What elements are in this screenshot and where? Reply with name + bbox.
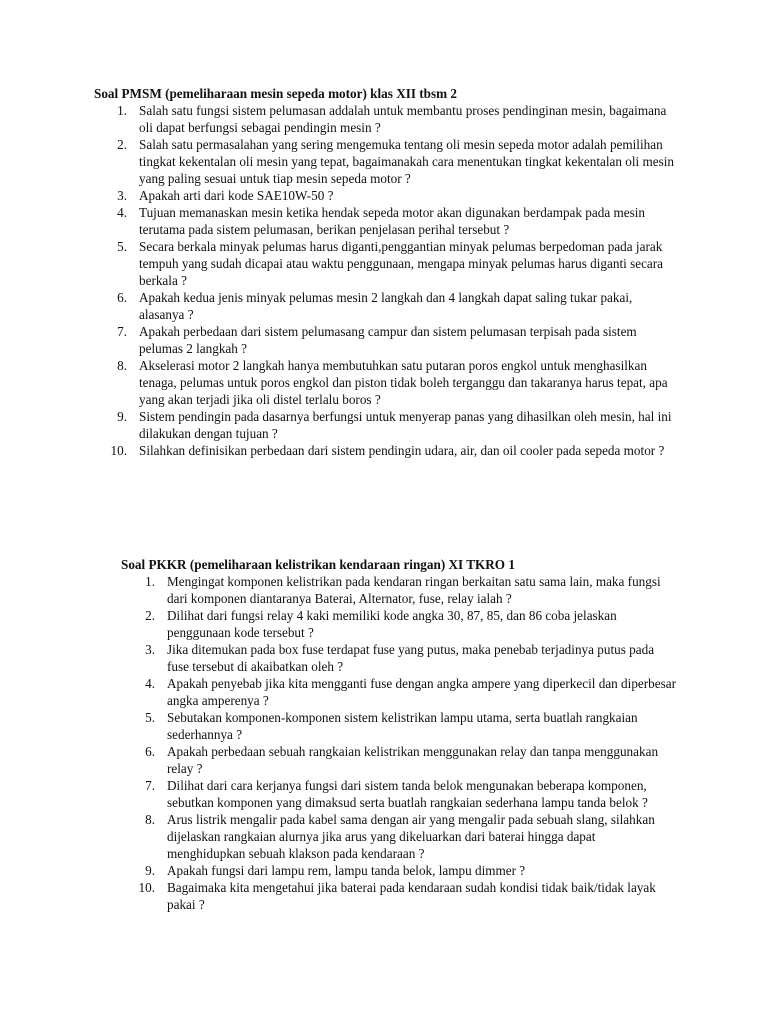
question-text: Arus listrik mengalir pada kabel sama dengan air yang mengalir pada sebuah slang, silahkan dijelaskan rangkaian alurnya jika arus yang dikeluarkan dari baterai hingga dapat menghidupkan sebuah klakson pada kendaraan ? (167, 812, 655, 861)
question-item (121, 811, 676, 862)
question-number: 10. (138, 880, 155, 895)
question-item (94, 204, 674, 238)
question-number: 1. (145, 574, 155, 589)
question-item (94, 102, 674, 136)
question-text: Silahkan definisikan perbedaan dari sistem pendingin udara, air, dan oil cooler pada sepeda motor ? (139, 443, 665, 458)
question-text: Sistem pendingin pada dasarnya berfungsi untuk menyerap panas yang dihasilkan oleh mesin, hal ini dilakukan dengan tujuan ? (139, 409, 672, 441)
question-item (121, 709, 676, 743)
question-number: 10. (110, 443, 127, 458)
question-text: Secara berkala minyak pelumas harus diganti,penggantian minyak pelumas berpedoman pada jarak tempuh yang sudah dicapai atau waktu penggunaan, mengapa minyak pelumas harus diganti secara berkala ? (139, 239, 664, 288)
question-text: Sebutakan komponen-komponen sistem kelistrikan lampu utama, serta buatlah rangkaian sederhannya ? (167, 710, 638, 742)
question-number: 7. (145, 778, 155, 793)
question-text: Apakah arti dari kode SAE10W-50 ? (139, 188, 334, 203)
question-text: Mengingat komponen kelistrikan pada kendaran ringan berkaitan satu sama lain, maka fungsi dari komponen diantaranya Baterai, Alternator, fuse, relay ialah ? (167, 574, 661, 606)
question-text: Salah satu fungsi sistem pelumasan addalah untuk membantu proses pendinginan mesin, bagaimana oli dapat berfungsi sebagai pendingin mesin ? (139, 103, 667, 135)
question-text: Apakah penyebab jika kita mengganti fuse dengan angka ampere yang diperkecil dan diperbesar angka amperenya ? (167, 676, 676, 708)
question-number: 5. (117, 239, 127, 254)
question-text: Apakah fungsi dari lampu rem, lampu tanda belok, lampu dimmer ? (167, 863, 526, 878)
question-item (94, 187, 674, 204)
question-number: 9. (117, 409, 127, 424)
question-text: Bagaimaka kita mengetahui jika baterai pada kendaraan sudah kondisi tidak baik/tidak layak pakai ? (167, 880, 656, 912)
question-text: Apakah perbedaan dari sistem pelumasang campur dan sistem pelumasan terpisah pada sistem pelumas 2 langkah ? (139, 324, 637, 356)
question-text: Apakah perbedaan sebuah rangkaian kelistrikan menggunakan relay dan tanpa menggunakan relay ? (167, 744, 659, 776)
question-number: 8. (145, 812, 155, 827)
question-item (94, 442, 674, 459)
question-item (121, 777, 676, 811)
question-text: Salah satu permasalahan yang sering mengemuka tentang oli mesin sepeda motor adalah pemilihan tingkat kekentalan oli mesin yang tepat, bagaimanakah cara menentukan tingkat kekentalan oli mesin yang paling sesuai untuk tiap mesin sepeda motor ? (139, 137, 675, 186)
question-text: Dilihat dari fungsi relay 4 kaki memiliki kode angka 30, 87, 85, dan 86 coba jelaskan penggunaan kode tersebut ? (167, 608, 617, 640)
question-list (94, 102, 674, 459)
question-item (121, 675, 676, 709)
question-item (94, 357, 674, 408)
question-number: 3. (145, 642, 155, 657)
question-list (121, 573, 676, 913)
exam-section-pkkr (121, 556, 676, 913)
question-number: 4. (145, 676, 155, 691)
question-text: Jika ditemukan pada box fuse terdapat fuse yang putus, maka penebab terjadinya putus pada fuse tersebut di akaibatkan oleh ? (167, 642, 655, 674)
question-number: 1. (117, 103, 127, 118)
question-item (94, 136, 674, 187)
question-number: 7. (117, 324, 127, 339)
section-title: Soal PMSM (pemeliharaan mesin sepeda motor) klas XII tbsm 2 (94, 86, 458, 101)
question-text: Tujuan memanaskan mesin ketika hendak sepeda motor akan digunakan berdampak pada mesin terutama pada sistem pelumasan, berikan penjelasan perihal tersebut ? (139, 205, 645, 237)
question-number: 4. (117, 205, 127, 220)
question-item (121, 862, 676, 879)
question-number: 5. (145, 710, 155, 725)
question-item (94, 408, 674, 442)
question-text: Dilihat dari cara kerjanya fungsi dari sistem tanda belok mengunakan beberapa komponen, sebutkan komponen yang dimaksud serta buatlah rangkaian sederhana lampu tanda belok ? (167, 778, 648, 810)
question-number: 3. (117, 188, 127, 203)
question-item (121, 607, 676, 641)
exam-section-pmsm (94, 85, 674, 459)
question-number: 2. (117, 137, 127, 152)
question-item (121, 743, 676, 777)
question-item (94, 323, 674, 357)
question-text: Apakah kedua jenis minyak pelumas mesin 2 langkah dan 4 langkah dapat saling tukar pakai, alasanya ? (139, 290, 633, 322)
question-number: 9. (145, 863, 155, 878)
question-item (94, 238, 674, 289)
question-item (121, 641, 676, 675)
question-item (121, 573, 676, 607)
question-number: 6. (145, 744, 155, 759)
question-item (94, 289, 674, 323)
section-title: Soal PKKR (pemeliharaan kelistrikan kendaraan ringan) XI TKRO 1 (121, 557, 515, 572)
question-number: 8. (117, 358, 127, 373)
question-item (121, 879, 676, 913)
question-number: 6. (117, 290, 127, 305)
question-text: Akselerasi motor 2 langkah hanya membutuhkan satu putaran poros engkol untuk menghasilkan tenaga, pelumas untuk poros engkol dan piston tidak boleh terganggu dan takaranya harus tepat, apa yang akan terjadi jika oli distel terlalu boros ? (139, 358, 668, 407)
question-number: 2. (145, 608, 155, 623)
